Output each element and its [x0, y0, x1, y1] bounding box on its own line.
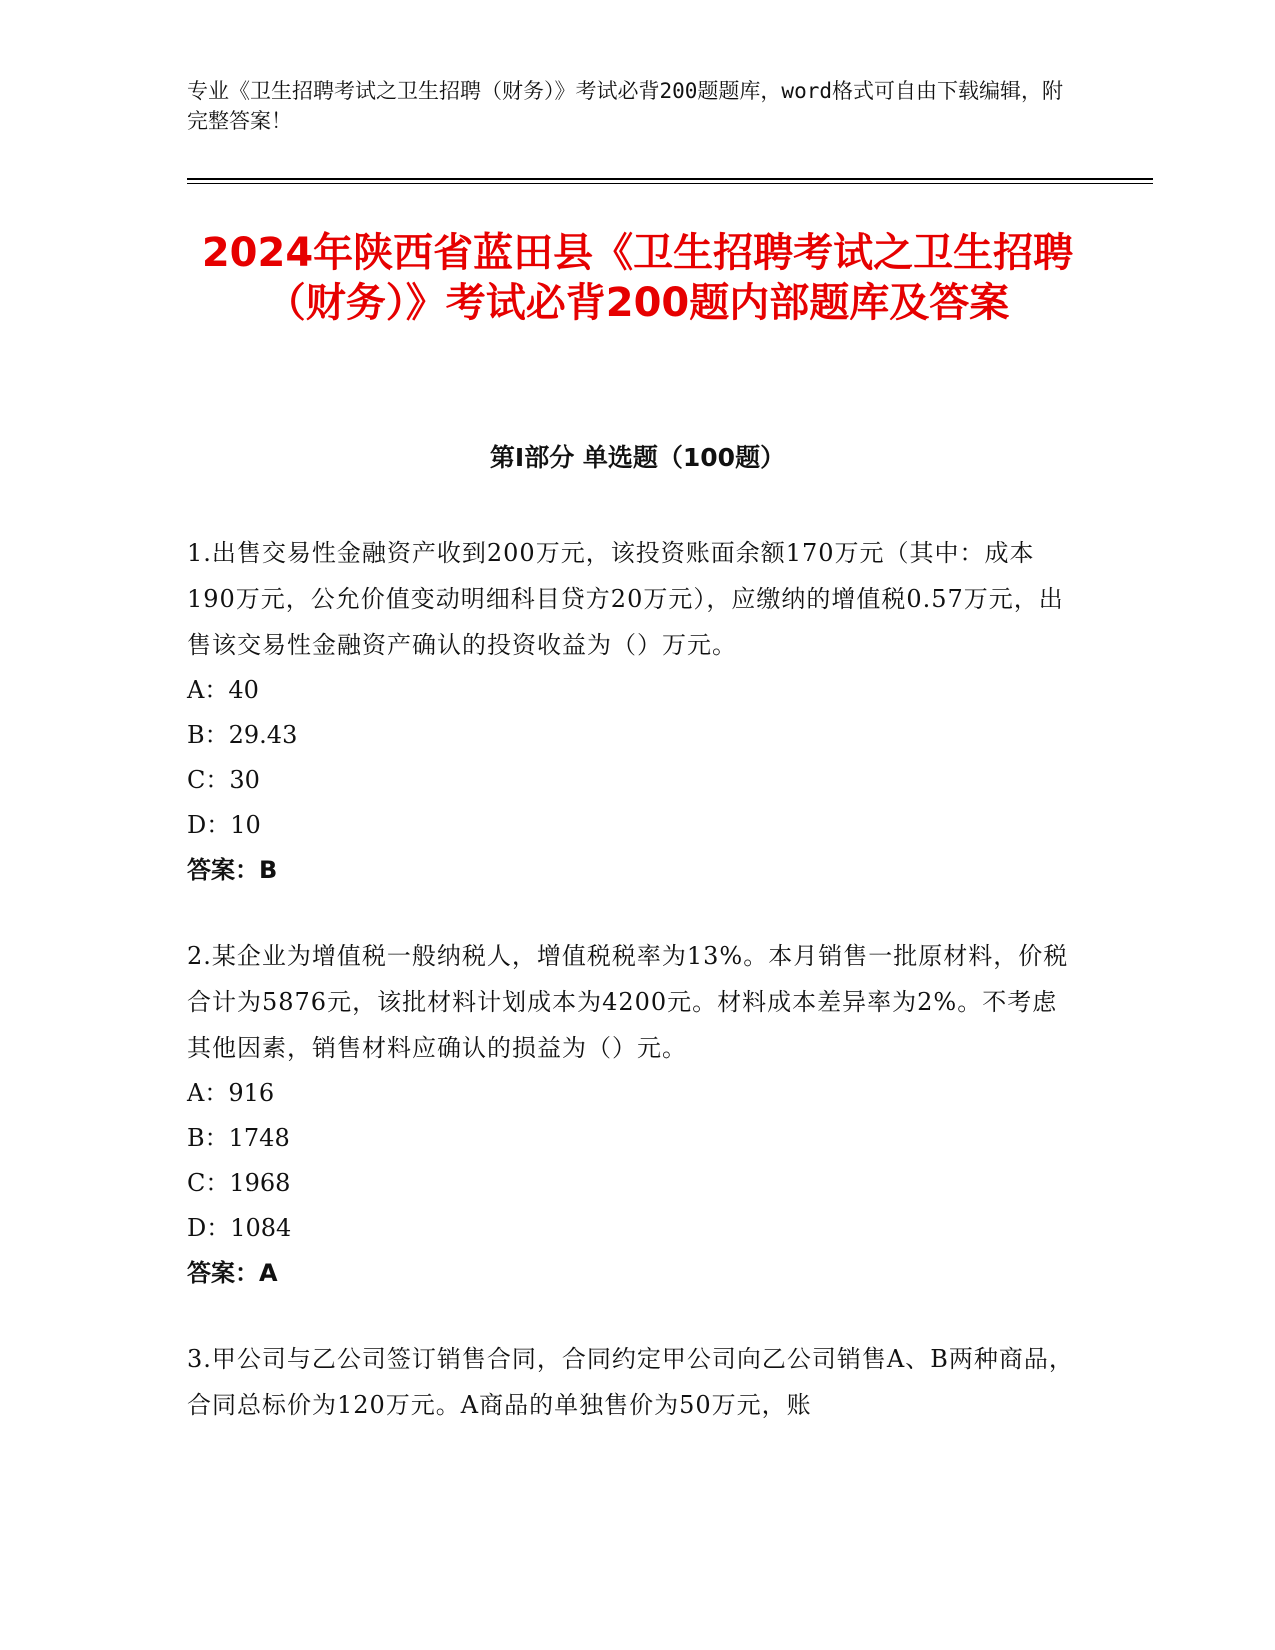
- option-d: D：1084: [187, 1214, 292, 1242]
- option-c: C：1968: [187, 1169, 291, 1197]
- question-1: [187, 530, 1077, 893]
- answer-line: 答案：B: [187, 856, 278, 884]
- header-note: 专业《卫生招聘考试之卫生招聘（财务）》考试必背200题题库，word格式可自由下载编辑，附完整答案！: [187, 79, 1063, 133]
- question-stem: 2.某企业为增值税一般纳税人，增值税税率为13%。本月销售一批原材料，价税合计为5876元，该批材料计划成本为4200元。材料成本差异率为2%。不考虑其他因素，销售材料应确认的损益为（）元。: [187, 942, 1069, 1062]
- header-divider-thin: [187, 183, 1153, 184]
- option-c: C：30: [187, 766, 260, 794]
- section-title: 第I部分 单选题（100题）: [489, 443, 786, 472]
- question-stem: 1.出售交易性金融资产收到200万元，该投资账面余额170万元（其中：成本190万元，公允价值变动明细科目贷方20万元），应缴纳的增值税0.57万元，出售该交易性金融资产确认的投资收益为（）万元。: [187, 539, 1064, 659]
- option-b: B：1748: [187, 1124, 290, 1152]
- question-2: [187, 933, 1077, 1296]
- question-stem: 3.甲公司与乙公司签订销售合同，合同约定甲公司向乙公司销售A、B两种商品，合同总标价为120万元。A商品的单独售价为50万元，账: [187, 1345, 1074, 1419]
- option-a: A：916: [187, 1079, 275, 1107]
- question-list: [187, 530, 1077, 1468]
- option-a: A：40: [187, 676, 259, 704]
- option-b: B：29.43: [187, 721, 298, 749]
- header-divider-thick: [187, 178, 1153, 180]
- question-3: [187, 1336, 1077, 1428]
- answer-line: 答案：A: [187, 1259, 278, 1287]
- option-d: D：10: [187, 811, 261, 839]
- document-title: 2024年陕西省蓝田县《卫生招聘考试之卫生招聘（财务）》考试必背200题内部题库及答案: [201, 230, 1074, 326]
